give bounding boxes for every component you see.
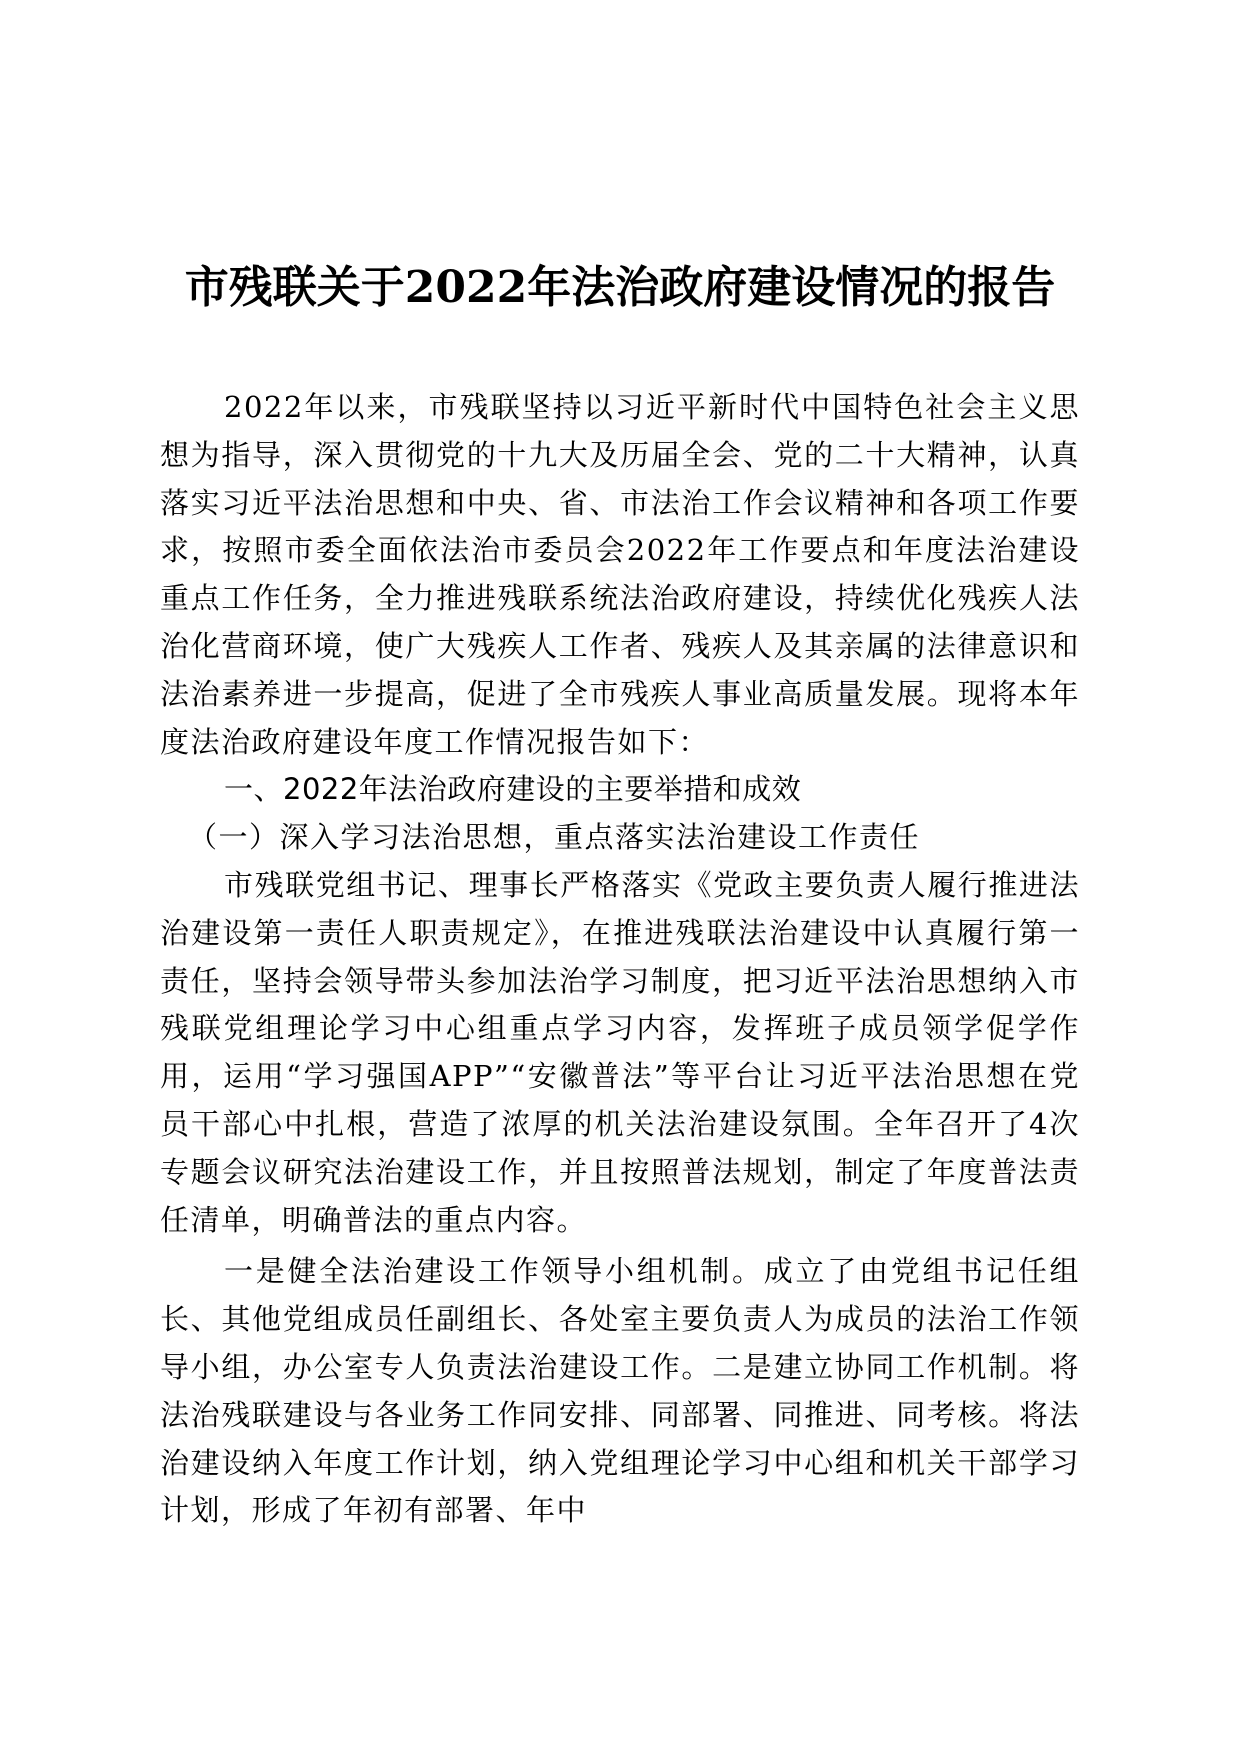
body-paragraph-responsibility: 市残联党组书记、理事长严格落实《党政主要负责人履行推进法治建设第一责任人职责规定》，在推进残联法治建设中认真履行第一责任，坚持会领导带头参加法治学习制度，把习近平法治思想纳入市残联党组理论学习中心组重点学习内容，发挥班子成员领学促学作用，运用“学习强国APP”“安徽普法”等平台让习近平法治思想在党员干部心中扎根，营造了浓厚的机关法治建设氛围。全年召开了4次专题会议研究法治建设工作，并且按照普法规划，制定了年度普法责任清单，明确普法的重点内容。 <box>160 867 1080 1237</box>
document-body <box>160 384 1080 1535</box>
intro-paragraph: 2022年以来，市残联坚持以习近平新时代中国特色社会主义思想为指导，深入贯彻党的十九大及历届全会、党的二十大精神，认真落实习近平法治思想和中央、省、市法治工作会议精神和各项工作要求，按照市委全面依法治市委员会2022年工作要点和年度法治建设重点工作任务，全力推进残联系统法治政府建设，持续优化残疾人法治化营商环境，使广大残疾人工作者、残疾人及其亲属的法律意识和法治素养进一步提高，促进了全市残疾人事业高质量发展。现将本年度法治政府建设年度工作情况报告如下： <box>160 390 1080 759</box>
body-paragraph-mechanism: 一是健全法治建设工作领导小组机制。成立了由党组书记任组长、其他党组成员任副组长、各处室主要负责人为成员的法治工作领导小组，办公室专人负责法治建设工作。二是建立协同工作机制。将法治残联建设与各业务工作同安排、同部署、同推进、同考核。将法治建设纳入年度工作计划，纳入党组理论学习中心组和机关干部学习计划，形成了年初有部署、年中 <box>160 1254 1080 1528</box>
section-heading: 一、2022年法治政府建设的主要举措和成效 <box>224 772 802 807</box>
document-title: 市残联关于2022年法治政府建设情况的报告 <box>184 262 1056 313</box>
subsection-heading: （一）深入学习法治思想，重点落实法治建设工作责任 <box>188 820 921 855</box>
